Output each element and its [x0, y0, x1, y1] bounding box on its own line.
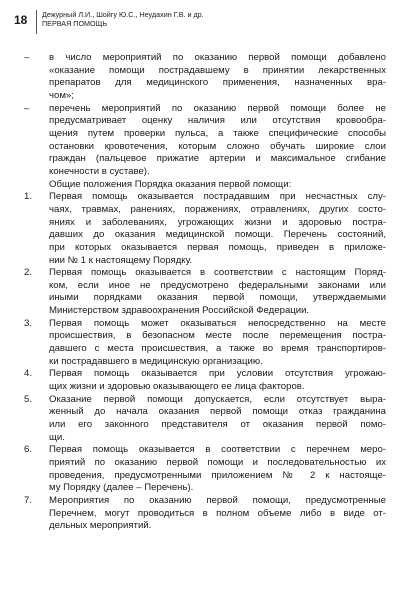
- text-line: нии № 1 к настоящему Порядку.: [49, 254, 193, 266]
- text-line: перечень мероприятий по оказанию первой помощи более не: [49, 102, 386, 114]
- text-line: происшествия, в безопасном месте после перемещения постра-: [49, 330, 386, 342]
- text-line: остановки кровотечения, которым сложно обучать широкие слои: [49, 140, 386, 152]
- list-marker: 5.: [24, 393, 33, 405]
- list-marker: –: [24, 52, 30, 63]
- text-line: щих жизни и здоровью оказывающего ее лица факторов.: [49, 381, 305, 393]
- list-marker: –: [24, 102, 30, 114]
- text-line: иными порядками оказания первой помощи, утверждаемыми: [49, 292, 386, 304]
- list-marker: 3.: [24, 317, 33, 329]
- text-line: женный до начала оказания первой помощи отказ гражданина: [49, 406, 386, 418]
- text-line: Первая помощь оказывается при условии отсутствия угрожаю-: [49, 368, 386, 380]
- text-line: препаратов для медицинского применения, назначенных вра-: [49, 77, 386, 89]
- body-text: [24, 52, 386, 533]
- bullet-item: [24, 52, 386, 103]
- text-line: Первая помощь оказывается в соответствии с перечнем меро-: [49, 444, 386, 456]
- list-marker: 1.: [24, 191, 33, 203]
- text-line: дельных мероприятий.: [49, 520, 152, 532]
- header-divider: [36, 10, 37, 34]
- text-line: приятий по оказанию первой помощи и последовательностью их: [49, 457, 386, 468]
- text-line: проведения, предусмотренными приложением № 2 к настояще-: [49, 469, 386, 481]
- text-line: щи.: [49, 431, 65, 443]
- text-line: конечности в суставе).: [49, 165, 150, 177]
- numbered-item: [24, 495, 386, 533]
- text-line: чаях, травмах, ранениях, поражениях, отравлениях, других состо-: [49, 203, 386, 215]
- text-line: ком, если иное не предусмотрено федеральными законами или: [49, 279, 386, 291]
- text-line: чом»;: [49, 89, 74, 101]
- numbered-item: [24, 318, 386, 369]
- text-line: Мероприятия по оказанию первой помощи, предусмотренные: [49, 494, 386, 506]
- text-line: Оказание первой помощи допускается, если отсутствует выра-: [49, 393, 386, 405]
- numbered-item: [24, 191, 386, 267]
- text-line: в число мероприятий по оказанию первой помощи добавлено: [49, 52, 386, 63]
- list-marker: 7.: [24, 494, 33, 506]
- bullet-item: [24, 103, 386, 179]
- text-line: ки пострадавшего в медицинскую организацию.: [49, 355, 263, 367]
- numbered-item: [24, 444, 386, 495]
- numbered-item: [24, 368, 386, 393]
- text-line: граждан (пальцевое прижатие артерии и максимальное сгибание: [49, 153, 386, 165]
- text-line: щения путем проверки пульса, а также специфические способы: [49, 127, 386, 139]
- text-line: давших до оказания медицинской помощи. Перечень состояний,: [49, 229, 386, 241]
- text-line: или его законного представителя от оказания первой помо-: [49, 419, 386, 431]
- list-marker: 4.: [24, 368, 33, 380]
- text-line: му Порядку (далее – Перечень).: [49, 482, 194, 494]
- text-line: «оказание помощи пострадавшему в принятии лекарственных: [49, 64, 386, 76]
- text-line: давшего с места происшествия, а также во время транспортиров-: [49, 343, 386, 355]
- header-authors: Дежурный Л.И., Шойгу Ю.С., Неудахин Г.В. и др.: [42, 10, 204, 19]
- header-title: ПЕРВАЯ ПОМОЩЬ: [42, 19, 108, 28]
- text-line: при которых оказывается первая помощь, приведен в приложе-: [49, 241, 386, 253]
- section-heading: Общие положения Порядка оказания первой помощи:: [49, 178, 292, 190]
- numbered-item: [24, 267, 386, 318]
- text-line: Первая помощь оказывается в соответствии с настоящим Поряд-: [49, 267, 386, 279]
- header-text: [42, 10, 204, 28]
- page-number: 18: [14, 13, 28, 27]
- text-line: Первая помощь оказывается пострадавшим при несчастных слу-: [49, 191, 386, 203]
- text-line: Перечнем, могут проводиться в полном объеме либо в виде от-: [49, 507, 386, 519]
- text-line: Первая помощь может оказываться непосредственно на месте: [49, 317, 386, 329]
- list-marker: 2.: [24, 267, 33, 279]
- text-line: предусматривает оценку наличия или отсутствия кровообра-: [49, 115, 386, 127]
- numbered-item: [24, 394, 386, 445]
- text-line: яниях и заболеваниях, угрожающих жизни и здоровью постра-: [49, 216, 386, 228]
- text-line: Министерством здравоохранения Российской Федерации.: [49, 305, 310, 317]
- list-marker: 6.: [24, 444, 33, 456]
